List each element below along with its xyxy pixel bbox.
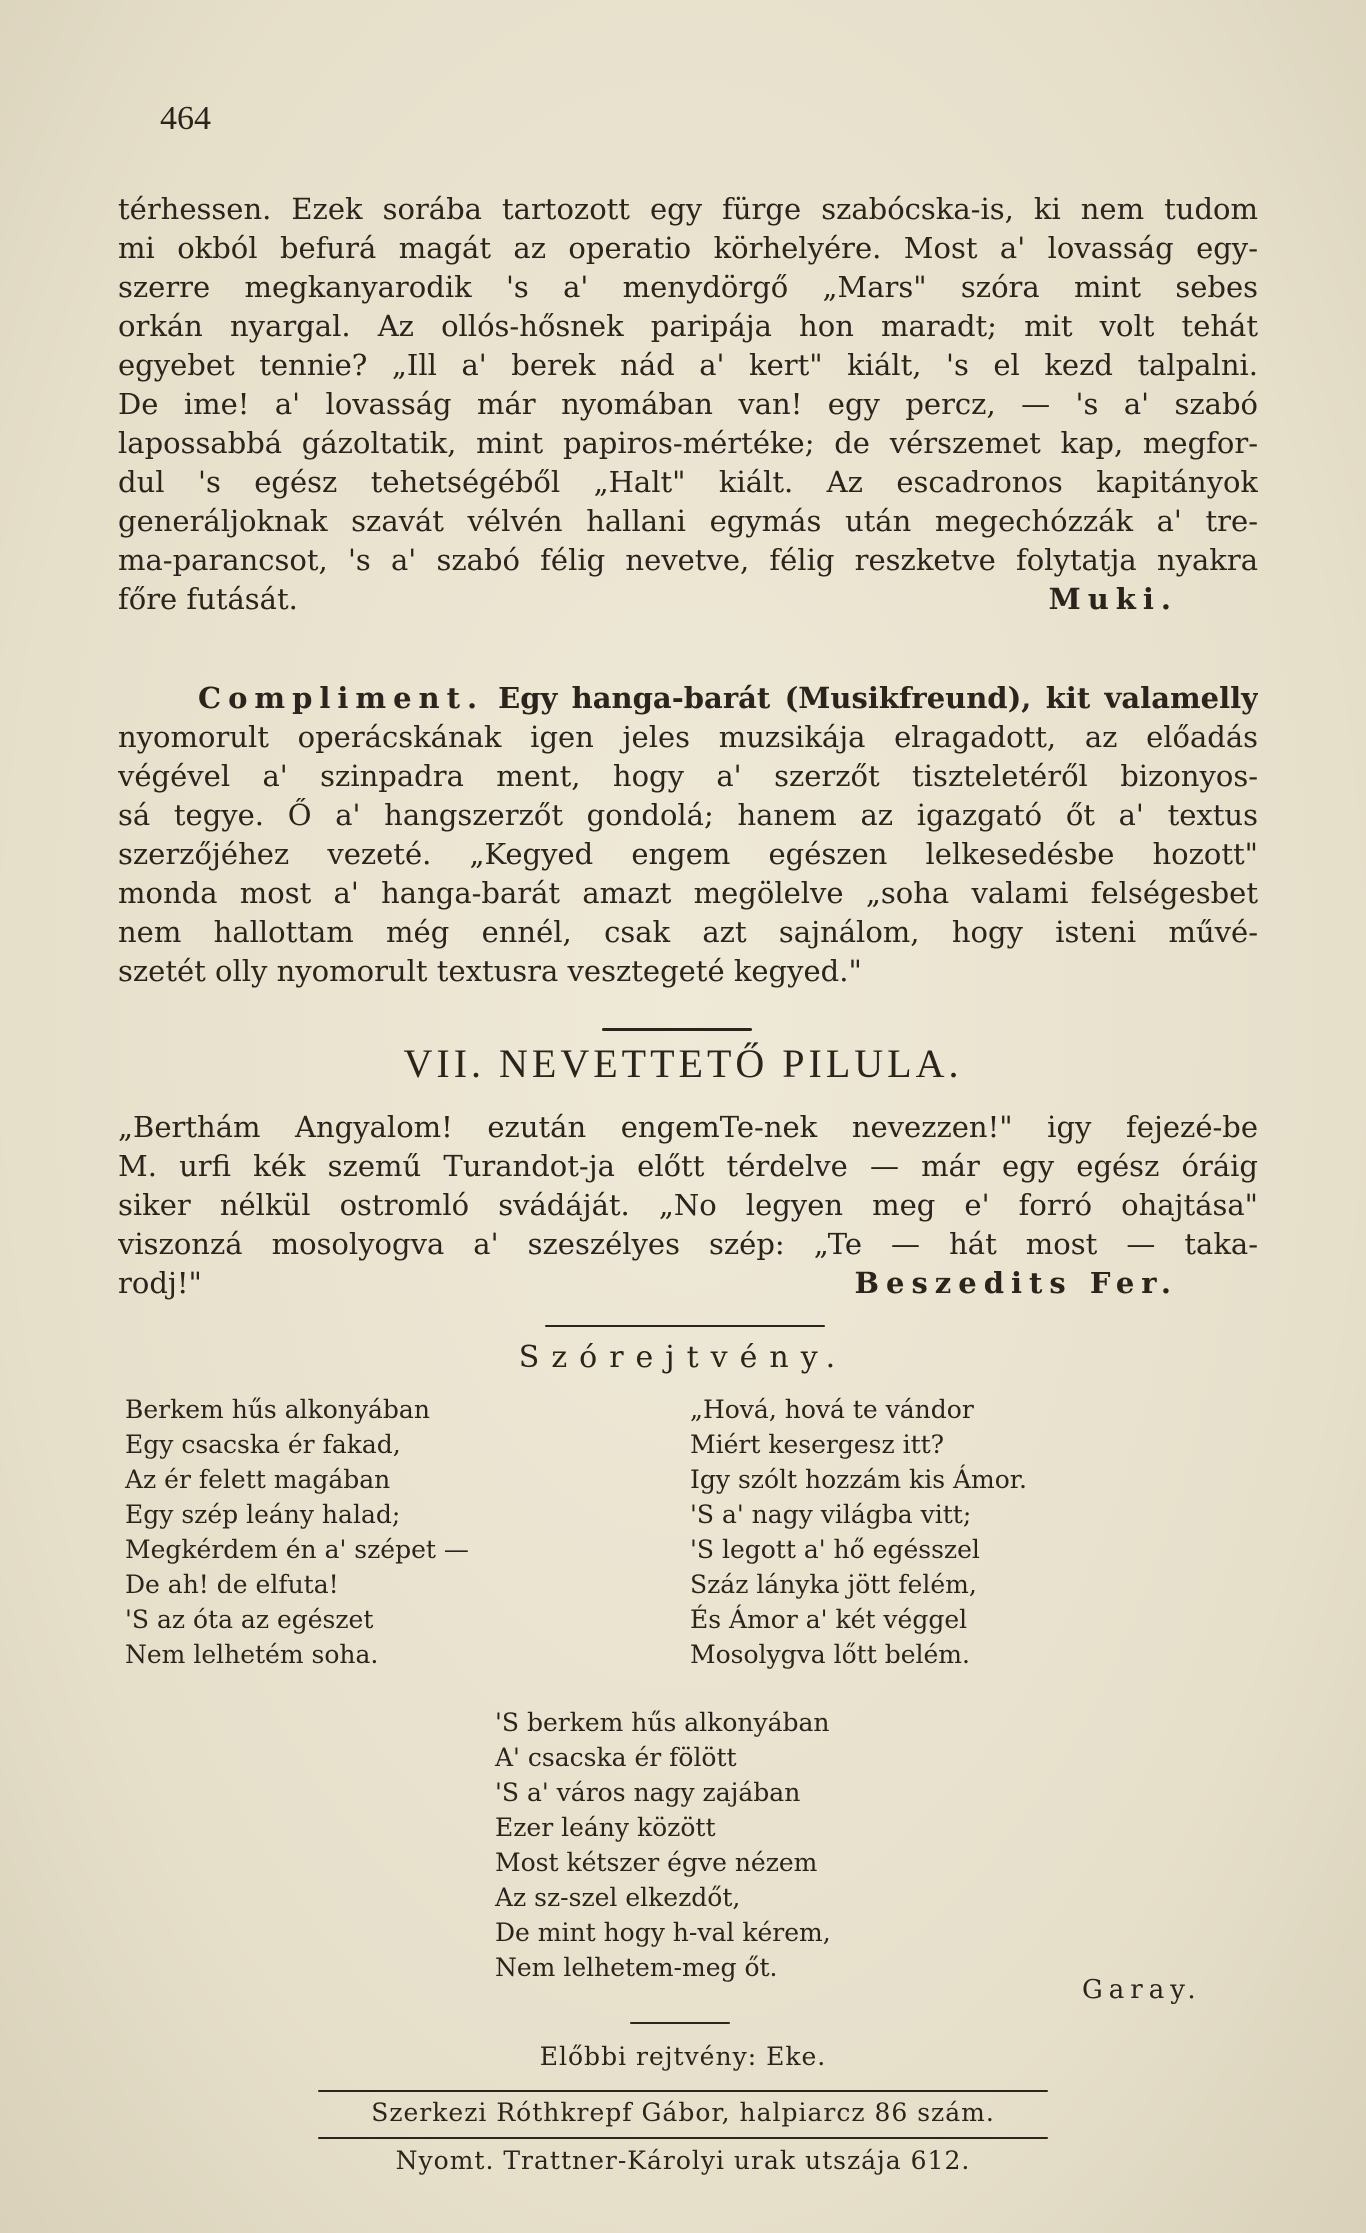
- text-fragment: Egy hanga-barát (Musikfreund), kit valamelly: [498, 681, 1258, 715]
- verse-line: 'S a' nagy világba vitt;: [690, 1500, 972, 1529]
- poem-title: Szórejtvény.: [518, 1340, 848, 1375]
- section-heading: Compliment.: [198, 681, 485, 715]
- text-line: generáljoknak szavát vélvén hallani egymás után megechózzák a' tre-: [118, 504, 1258, 538]
- divider: [630, 2022, 730, 2024]
- text-line: nem hallottam még ennél, csak azt sajnálom, hogy isteni művé-: [118, 915, 1258, 949]
- text-line: viszonzá mosolyogva a' szeszélyes szép: „Te — hát most — taka-: [118, 1227, 1258, 1261]
- verse-line: Száz lányka jött felém,: [690, 1570, 977, 1599]
- verse-line: De ah! de elfuta!: [125, 1570, 339, 1599]
- text-line: ma-parancsot, 's a' szabó félig nevetve, félig reszketve folytatja nyakra: [118, 543, 1258, 577]
- text-line: főre futását.: [118, 582, 298, 616]
- verse-line: És Ámor a' két véggel: [690, 1605, 968, 1634]
- text-line: térhessen. Ezek sorába tartozott egy fürge szabócska-is, ki nem tudom: [118, 192, 1258, 226]
- text-line: [118, 679, 1258, 718]
- closing-line: [118, 1264, 1258, 1303]
- signature: Muki.: [1048, 582, 1178, 616]
- verse-line: Nem lelhetem-meg őt.: [495, 1953, 778, 1982]
- verse-line: Egy szép leány halad;: [125, 1500, 401, 1529]
- verse-line: Egy csacska ér fakad,: [125, 1430, 401, 1459]
- editor-imprint: Szerkezi Róthkrepf Gábor, halpiarcz 86 szám.: [371, 2098, 995, 2127]
- page-number: 464: [160, 100, 211, 137]
- text-line: nyomorult operácskának igen jeles muzsikája elragadott, az előadás: [118, 720, 1258, 754]
- text-line: szerre megkanyarodik 's a' menydörgő „Mars" szóra mint sebes: [118, 270, 1258, 304]
- divider: [602, 1028, 752, 1031]
- text-line: rodj!": [118, 1266, 202, 1300]
- text-line: „Berthám Angyalom! ezután engemTe-nek nevezzen!" igy fejezé-be: [118, 1110, 1258, 1144]
- text-line: mi okból befurá magát az operatio körhelyére. Most a' lovasság egy-: [118, 231, 1258, 265]
- verse-line: Az ér felett magában: [125, 1465, 391, 1494]
- closing-line: [118, 580, 1258, 619]
- verse-line: A' csacska ér fölött: [495, 1743, 737, 1772]
- text-line: szetét olly nyomorult textusra vesztegeté kegyed.": [118, 954, 862, 988]
- text-line: lapossabbá gázoltatik, mint papiros-mértéke; de vérszemet kap, megfor-: [118, 426, 1258, 460]
- text-line: szerzőjéhez vezeté. „Kegyed engem egészen lelkesedésbe hozott": [118, 837, 1258, 871]
- divider: [545, 1325, 825, 1327]
- divider: [318, 2137, 1048, 2139]
- divider: [318, 2090, 1048, 2092]
- text-line: végével a' szinpadra ment, hogy a' szerzőt tiszteletéről bizonyos-: [118, 759, 1258, 793]
- text-line: egyebet tennie? „Ill a' berek nád a' kert" kiált, 's el kezd talpalni.: [118, 348, 1258, 382]
- verse-line: Megkérdem én a' szépet —: [125, 1535, 469, 1564]
- verse-line: Ezer leány között: [495, 1813, 716, 1842]
- poem-author: Garay.: [1082, 1975, 1202, 2005]
- pill-section: [118, 1108, 1258, 1303]
- verse-line: 'S a' város nagy zajában: [495, 1778, 801, 1807]
- verse-line: Mosolygva lőtt belém.: [690, 1640, 970, 1669]
- verse-line: Most kétszer égve nézem: [495, 1848, 818, 1877]
- text-line: M. urfi kék szemű Turandot-ja előtt térdelve — már egy egész óráig: [118, 1149, 1258, 1183]
- verse-line: Igy szólt hozzám kis Ámor.: [690, 1465, 1027, 1494]
- poem-right-stanza: [690, 1392, 1027, 1672]
- compliment-section: [118, 679, 1258, 991]
- poem-left-stanza: [125, 1392, 469, 1672]
- text-line: siker nélkül ostromló svádáját. „No legyen meg e' forró ohajtása": [118, 1188, 1258, 1222]
- text-line: sá tegye. Ő a' hangszerzőt gondolá; hanem az igazgató őt a' textus: [118, 798, 1258, 832]
- verse-line: „Hová, hová te vándor: [690, 1395, 974, 1424]
- text-line: orkán nyargal. Az ollós-hősnek paripája hon maradt; mit volt tehát: [118, 309, 1258, 343]
- verse-line: Az sz-szel elkezdőt,: [495, 1883, 741, 1912]
- text-line: dul 's egész tehetségéből „Halt" kiált. Az escadronos kapitányok: [118, 465, 1258, 499]
- verse-line: 'S legott a' hő egésszel: [690, 1535, 980, 1564]
- verse-line: 'S berkem hűs alkonyában: [495, 1708, 830, 1737]
- verse-line: Berkem hűs alkonyában: [125, 1395, 430, 1424]
- verse-line: Nem lelhetém soha.: [125, 1640, 379, 1669]
- text-line: monda most a' hanga-barát amazt megölelve „soha valami felségesbet: [118, 876, 1258, 910]
- poem-center-stanza: [495, 1705, 831, 1985]
- signature: Beszedits Fer.: [854, 1266, 1178, 1300]
- previous-riddle-answer: Előbbi rejtvény: Eke.: [539, 2042, 827, 2071]
- printer-imprint: Nyomt. Trattner-Károlyi urak utszája 612.: [395, 2146, 971, 2175]
- verse-line: De mint hogy h-val kérem,: [495, 1918, 831, 1947]
- text-line: De ime! a' lovasság már nyomában van! egy percz, — 's a' szabó: [118, 387, 1258, 421]
- section-title: VII. NEVETTETŐ PILULA.: [403, 1041, 963, 1086]
- verse-line: 'S az óta az egészet: [125, 1605, 374, 1634]
- anecdote-section: [118, 190, 1258, 619]
- verse-line: Miért kesergesz itt?: [690, 1430, 945, 1459]
